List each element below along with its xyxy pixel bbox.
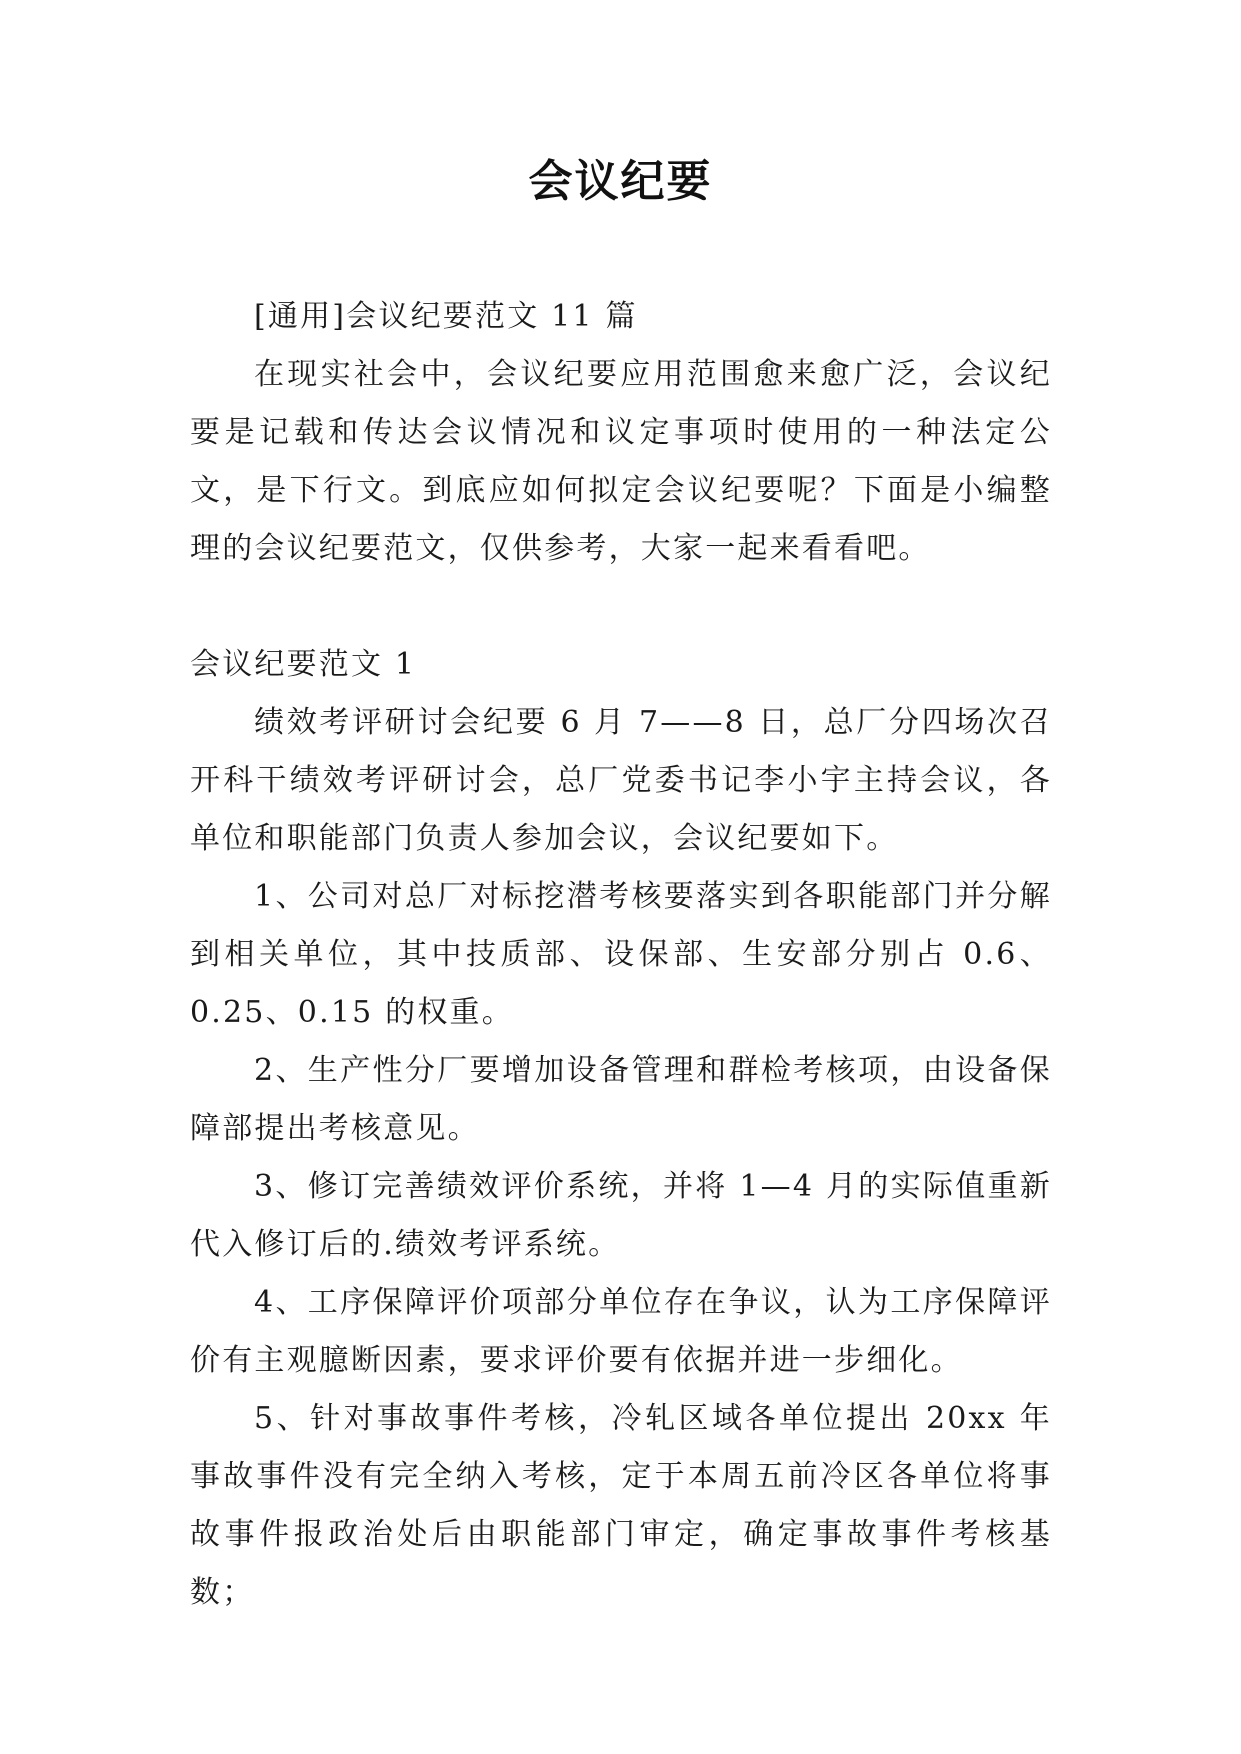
section-heading: 会议纪要范文 1 <box>190 647 417 682</box>
list-item: 3、修订完善绩效评价系统，并将 1—4 月的实际值重新代入修订后的.绩效考评系统。 <box>190 1169 1052 1262</box>
document-subtitle: [通用]会议纪要范文 11 篇 <box>254 299 638 334</box>
document-title: 会议纪要 <box>528 156 713 207</box>
list-item: 2、生产性分厂要增加设备管理和群检考核项，由设备保障部提出考核意见。 <box>190 1053 1052 1146</box>
section-intro-paragraph: 绩效考评研讨会纪要 6 月 7——8 日，总厂分四场次召开科干绩效考评研讨会，总厂党委书记李小宇主持会议，各单位和职能部门负责人参加会议，会议纪要如下。 <box>190 705 1052 856</box>
document-body <box>190 288 1052 1622</box>
intro-paragraph: 在现实社会中，会议纪要应用范围愈来愈广泛，会议纪要是记载和传达会议情况和议定事项时使用的一种法定公文，是下行文。到底应如何拟定会议纪要呢？下面是小编整理的会议纪要范文，仅供参考，大家一起来看看吧。 <box>190 357 1052 566</box>
list-item: 1、公司对总厂对标挖潜考核要落实到各职能部门并分解到相关单位，其中技质部、设保部、生安部分别占 0.6、0.25、0.15 的权重。 <box>190 879 1052 1030</box>
paragraph-spacer <box>190 578 1052 636</box>
list-item: 5、针对事故事件考核，冷轧区域各单位提出 20xx 年事故事件没有完全纳入考核，定于本周五前冷区各单位将事故事件报政治处后由职能部门审定，确定事故事件考核基数； <box>190 1401 1052 1610</box>
list-item: 4、工序保障评价项部分单位存在争议，认为工序保障评价有主观臆断因素，要求评价要有依据并进一步细化。 <box>190 1285 1052 1378</box>
